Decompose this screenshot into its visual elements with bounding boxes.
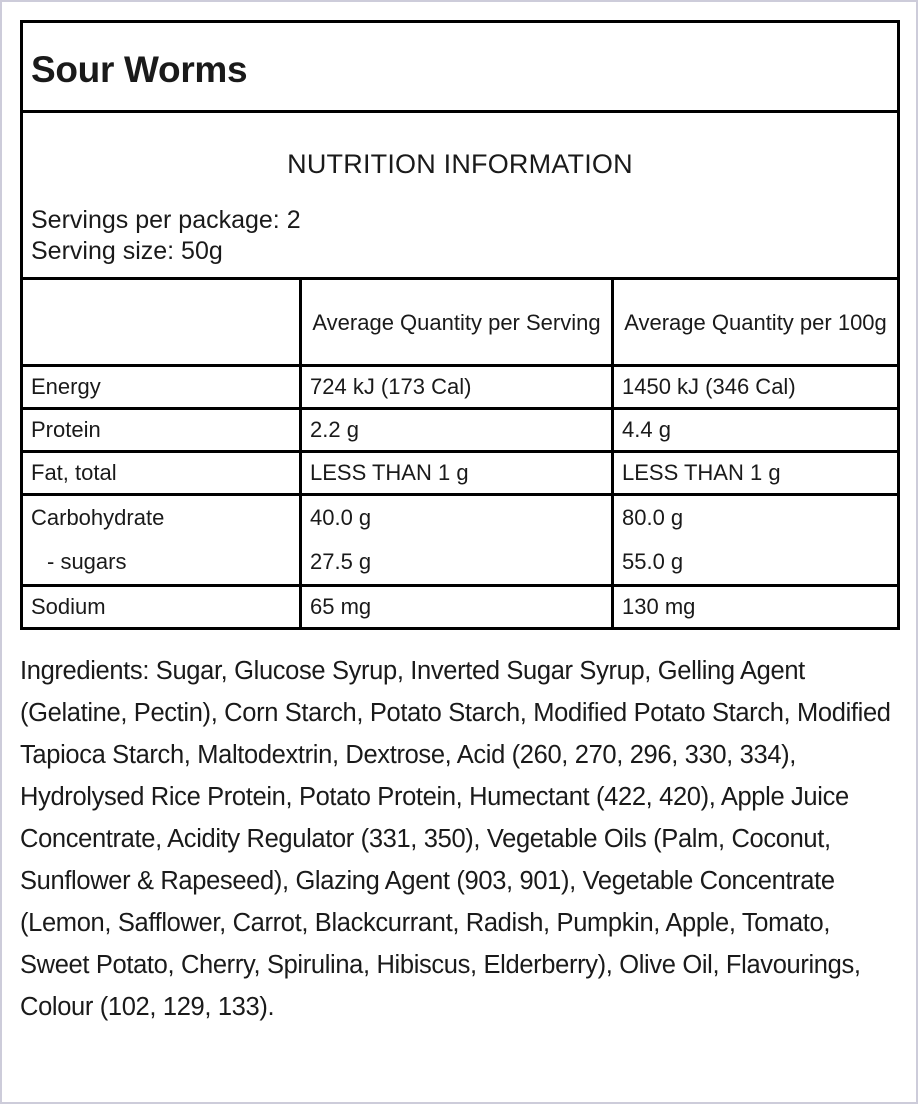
column-header-per-100g: Average Quantity per 100g — [613, 279, 899, 366]
table-row-carbohydrate — [22, 495, 899, 586]
table-header-row — [22, 279, 899, 366]
sub-per-serving-value: 27.5 g — [310, 549, 372, 574]
column-header-blank — [22, 279, 301, 366]
row-label: Energy — [22, 366, 301, 409]
serving-size: Serving size: 50g — [31, 237, 223, 265]
table-row-fat — [22, 452, 899, 495]
nutrition-heading: NUTRITION INFORMATION — [287, 149, 633, 179]
product-title: Sour Worms — [31, 48, 248, 90]
row-label: Fat, total — [22, 452, 301, 495]
per-serving-value: 2.2 g — [301, 409, 613, 452]
column-header-per-serving: Average Quantity per Serving — [301, 279, 613, 366]
per-100g-value: LESS THAN 1 g — [613, 452, 899, 495]
nutrition-table — [20, 277, 900, 630]
table-row-protein — [22, 409, 899, 452]
row-label: Carbohydrate — [31, 505, 165, 530]
nutrition-panel — [20, 20, 900, 630]
per-100g-value: 4.4 g — [613, 409, 899, 452]
per-serving-value: LESS THAN 1 g — [301, 452, 613, 495]
per-100g-value: 80.0 g — [622, 505, 684, 530]
per-serving-value: 65 mg — [301, 586, 613, 629]
row-label-cell — [22, 495, 301, 586]
ingredients-text: Ingredients: Sugar, Glucose Syrup, Inverted Sugar Syrup, Gelling Agent (Gelatine, Pectin), Corn Starch, Potato Starch, Modified Potato Starch, Modified Tapioca Starch, Maltodextrin, Dextrose, Acid (260, 270, 296, 330, 334), Hydrolysed Rice Protein, Potato Protein, Humectant (422, 420), Apple Juice Concentrate, Acidity Regulator (331, 350), Vegetable Oils (Palm, Coconut, Sunflower & Rapeseed), Glazing Agent (903, 901), Vegetable Concentrate (Lemon, Safflower, Carrot, Blackcurrant, Radish, Pumpkin, Apple, Tomato, Sweet Potato, Cherry, Spirulina, Hibiscus, Elderberry), Olive Oil, Flavourings, Colour (102, 129, 133). — [20, 657, 891, 1021]
nutrition-info-box — [20, 110, 900, 277]
per-100g-cell — [613, 495, 899, 586]
title-box — [20, 20, 900, 110]
servings-per-package: Servings per package: 2 — [31, 206, 301, 234]
per-serving-cell — [301, 495, 613, 586]
per-serving-value: 724 kJ (173 Cal) — [301, 366, 613, 409]
row-label: Protein — [22, 409, 301, 452]
per-100g-value: 1450 kJ (346 Cal) — [613, 366, 899, 409]
row-label: Sodium — [22, 586, 301, 629]
table-row-sodium — [22, 586, 899, 629]
table-row-energy — [22, 366, 899, 409]
sub-row-label: - sugars — [47, 549, 127, 574]
sub-per-100g-value: 55.0 g — [622, 549, 684, 574]
per-serving-value: 40.0 g — [310, 505, 372, 530]
per-100g-value: 130 mg — [613, 586, 899, 629]
